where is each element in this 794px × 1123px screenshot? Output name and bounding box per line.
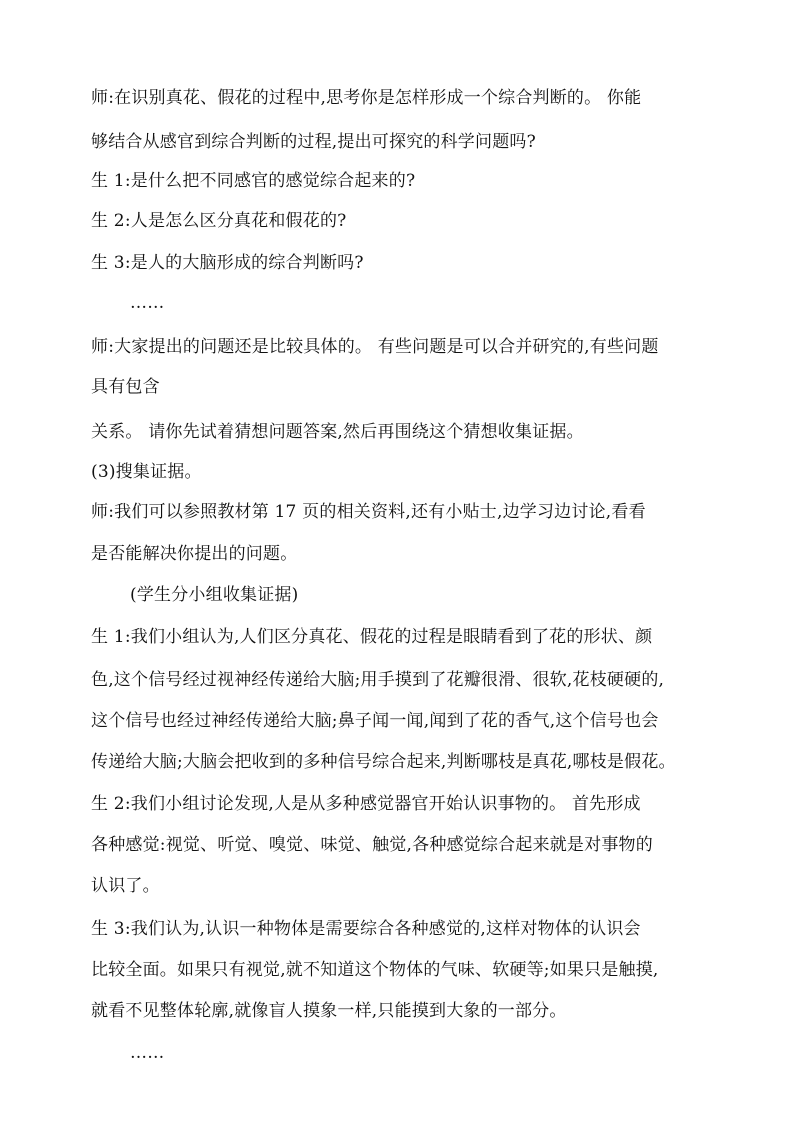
teacher-question-line-1: 师:在识别真花、假花的过程中,思考你是怎样形成一个综合判断的。 你能 bbox=[91, 88, 642, 108]
student-3-question: 生 3:是人的大脑形成的综合判断吗? bbox=[91, 253, 364, 273]
student-3-answer-line-2: 比较全面。如果只有视觉,就不知道这个物体的气味、软硬等;如果只是触摸, bbox=[91, 960, 659, 980]
student-2-answer-line-3: 认识了。 bbox=[91, 876, 160, 896]
ellipsis-1: …… bbox=[130, 293, 165, 313]
teacher-comment-line-1: 师:大家提出的问题还是比较具体的。 有些问题是可以合并研究的,有些问题 bbox=[91, 337, 659, 357]
teacher-comment-line-2: 具有包含 bbox=[91, 377, 160, 397]
ellipsis-2: …… bbox=[130, 1043, 165, 1063]
teacher-instruction-line-2: 是否能解决你提出的问题。 bbox=[91, 544, 298, 564]
student-2-answer-line-1: 生 2:我们小组讨论发现,人是从多种感觉器官开始认识事物的。 首先形成 bbox=[91, 794, 641, 814]
section-heading-collect-evidence: (3)搜集证据。 bbox=[91, 462, 202, 482]
teacher-instruction-line-1: 师:我们可以参照教材第 17 页的相关资料,还有小贴士,边学习边讨论,看看 bbox=[91, 502, 646, 522]
teacher-question-line-2: 够结合从感官到综合判断的过程,提出可探究的科学问题吗? bbox=[91, 132, 536, 152]
student-1-answer-line-4: 传递给大脑;大脑会把收到的多种信号综合起来,判断哪枝是真花,哪枝是假花。 bbox=[91, 752, 676, 772]
student-2-question: 生 2:人是怎么区分真花和假花的? bbox=[91, 211, 347, 231]
student-1-question: 生 1:是什么把不同感官的感觉综合起来的? bbox=[91, 171, 416, 191]
teacher-comment-line-3: 关系。 请你先试着猜想问题答案,然后再围绕这个猜想收集证据。 bbox=[91, 422, 584, 442]
student-3-answer-line-3: 就看不见整体轮廓,就像盲人摸象一样,只能摸到大象的一部分。 bbox=[91, 1001, 567, 1021]
activity-note: (学生分小组收集证据) bbox=[130, 585, 299, 605]
student-1-answer-line-3: 这个信号也经过神经传递给大脑;鼻子闻一闻,闻到了花的香气,这个信号也会 bbox=[91, 711, 659, 731]
student-1-answer-line-2: 色,这个信号经过视神经传递给大脑;用手摸到了花瓣很滑、很软,花枝硬硬的, bbox=[91, 670, 665, 690]
student-2-answer-line-2: 各种感觉:视觉、听觉、嗅觉、味觉、触觉,各种感觉综合起来就是对事物的 bbox=[91, 835, 653, 855]
student-3-answer-line-1: 生 3:我们认为,认识一种物体是需要综合各种感觉的,这样对物体的认识会 bbox=[91, 919, 641, 939]
student-1-answer-line-1: 生 1:我们小组认为,人们区分真花、假花的过程是眼睛看到了花的形状、颜 bbox=[91, 627, 653, 647]
